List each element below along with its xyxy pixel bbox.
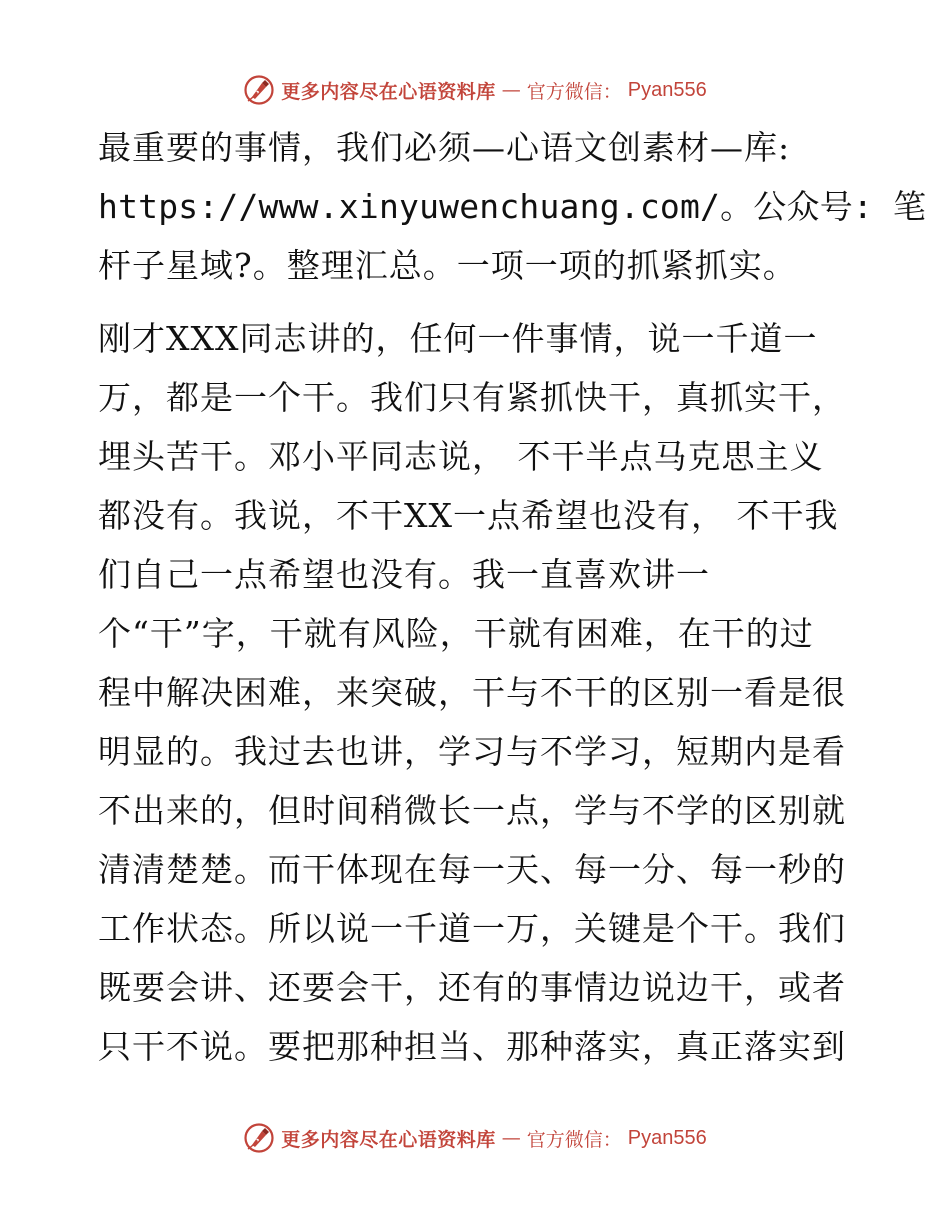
text-line: 最重要的事情，我们必须—心语文创素材—库: [98,128,791,167]
text-line: 杆子星域?。整理汇总。一项一项的抓紧抓实。 [98,246,797,285]
text-line: 个“干”字，干就有风险，干就有困难，在干的过 [98,614,814,653]
text-line: 工作状态。所以说一千道一万，关键是个干。我们 [98,909,846,948]
header-banner [0,70,950,110]
text-line: 清清楚楚。而干体现在每一天、每一分、每一秒的 [98,850,846,889]
text-line: 不出来的，但时间稍微长一点，学与不学的区别就 [98,791,846,830]
text-line: 明显的。我过去也讲，学习与不学习，短期内是看 [98,732,846,771]
footer-banner [0,1118,950,1158]
footer-wechat-id: Pyan556 [627,1126,707,1149]
paragraph-1 [98,118,927,295]
text-line-url: https://www.xinyuwenchuang.com/。公众号: 笔 [98,187,927,226]
text-line: 埋头苦干。邓小平同志说， 不干半点马克思主义 [98,437,824,476]
header-wechat-id: Pyan556 [627,78,707,101]
header-wechat-label: 官方微信： [526,80,622,103]
document-body [98,118,927,1076]
footer-brand-text: 更多内容尽在心语资料库 [281,1128,496,1151]
pen-nib-circle-icon [243,74,275,106]
text-line: 只干不说。要把那种担当、那种落实，真正落实到 [98,1027,846,1066]
paragraph-2 [98,309,858,1076]
text-line: 们自己一点希望也没有。我一直喜欢讲一 [98,555,710,594]
text-line: 万，都是一个干。我们只有紧抓快干，真抓实干， [98,378,846,417]
text-line: 程中解决困难，来突破，干与不干的区别一看是很 [98,673,846,712]
header-separator: — [501,79,521,101]
footer-wechat-label: 官方微信： [526,1128,622,1151]
header-brand-text: 更多内容尽在心语资料库 [281,80,496,103]
text-line: 刚才XXX同志讲的，任何一件事情，说一千道一 [98,319,818,358]
text-line: 都没有。我说，不干XX一点希望也没有， 不干我 [98,496,839,535]
footer-separator: — [501,1127,521,1149]
text-line: 既要会讲、还要会干，还有的事情边说边干，或者 [98,968,846,1007]
pen-nib-circle-icon [243,1122,275,1154]
